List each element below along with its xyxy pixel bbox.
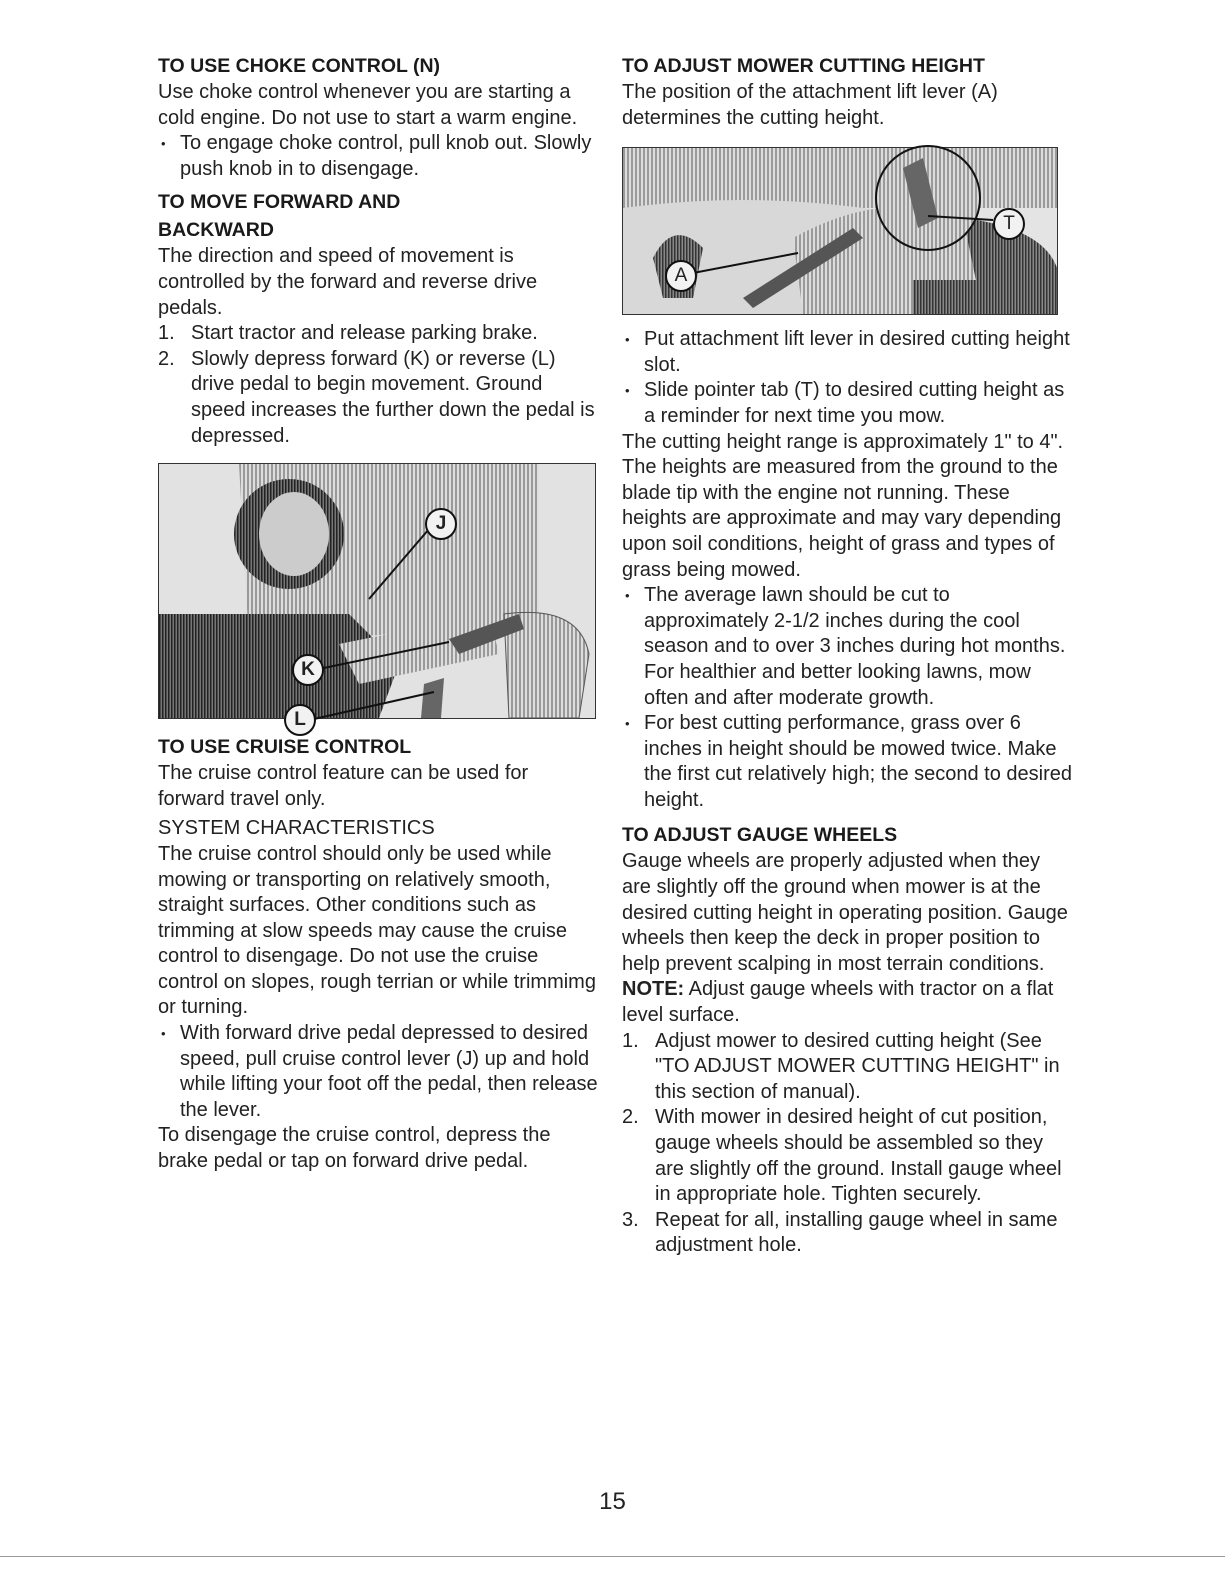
- right-column: [622, 52, 1072, 1259]
- gauge-step-3: [622, 1208, 1072, 1259]
- callout-l: L: [284, 704, 316, 736]
- gauge-step-3-text: Repeat for all, installing gauge wheel in same adjustment hole.: [655, 1208, 1058, 1257]
- bottom-rule: [0, 1556, 1225, 1557]
- page-number: 15: [599, 1488, 626, 1515]
- cruise-bullet: • With forward drive pedal depressed to desired speed, pull cruise control lever (J) up and hold while lifting your foot off the pedal, then release the lever.: [158, 1021, 598, 1123]
- choke-heading: TO USE CHOKE CONTROL (N): [158, 55, 441, 77]
- callout-t: T: [993, 208, 1025, 240]
- choke-paragraph: Use choke control whenever you are starting a cold engine. Do not use to start a warm engine.: [158, 81, 578, 129]
- height-bullet-2: • Slide pointer tab (T) to desired cutting height as a reminder for next time you mow.: [622, 378, 1072, 429]
- cruise-heading: TO USE CRUISE CONTROL: [158, 736, 412, 759]
- height-bullet-4: • For best cutting performance, grass over 6 inches in height should be mowed twice. Make the first cut relatively high; the second to desired height.: [622, 711, 1072, 813]
- gauge-step-3-number: 3.: [622, 1208, 639, 1231]
- system-paragraph: The cruise control should only be used while mowing or transporting on relatively smooth, straight surfaces. Other conditions such as trimming at slow speeds may cause the cruise control to disengage. Do not use the cruise control on slopes, rough terrian or while trimmimg or turning.: [158, 842, 596, 1019]
- tractor-pedals-illustration: [159, 464, 595, 718]
- gauge-step-1-text: Adjust mower to desired cutting height (See "TO ADJUST MOWER CUTTING HEIGHT" in this section of manual).: [655, 1029, 1060, 1103]
- gauge-step-2-number: 2.: [622, 1106, 639, 1129]
- height-heading: TO ADJUST MOWER CUTTING HEIGHT: [622, 55, 985, 77]
- gauge-paragraph: Gauge wheels are properly adjusted when they are slightly off the ground when mower is at the desired cutting height in operating position. Gauge wheels then keep the deck in proper position to help prevent scalping in most terrain conditions.: [622, 850, 1068, 975]
- cruise-paragraph: The cruise control feature can be used for forward travel only.: [158, 762, 529, 810]
- height-bullet-3: • The average lawn should be cut to approximately 2-1/2 inches during the cool season and to over 3 inches during hot months. For healthier and better looking lawns, mow often and after moderate growth.: [622, 583, 1072, 711]
- gauge-step-2-text: With mower in desired height of cut position, gauge wheels should be assembled so they are slightly off the ground. Install gauge wheel in appropriate hole. Tighten securely.: [655, 1106, 1062, 1206]
- callout-a: A: [665, 260, 697, 292]
- move-step-1-text: Start tractor and release parking brake.: [191, 322, 538, 345]
- height-bullet-1: • Put attachment lift lever in desired cutting height slot.: [622, 327, 1072, 378]
- left-column: [158, 52, 598, 1175]
- move-step-2-text: Slowly depress forward (K) or reverse (L) drive pedal to begin movement. Ground speed increases the further down the pedal is depressed.: [191, 347, 595, 447]
- move-paragraph: The direction and speed of movement is controlled by the forward and reverse drive pedals.: [158, 245, 538, 319]
- move-step-1: 1. Start tractor and release parking brake.: [158, 322, 538, 345]
- gauge-step-1: [622, 1029, 1072, 1106]
- callout-j: J: [425, 508, 457, 540]
- gauge-step-2: [622, 1105, 1072, 1207]
- cruise-lever-figure: [158, 463, 596, 731]
- lift-lever-figure: [622, 147, 1058, 315]
- range-paragraph: The cutting height range is approximately 1" to 4". The heights are measured from the ground to the blade tip with the engine not running. These heights are approximate and may vary depending upon soil conditions, height of grass and types of grass being mowed.: [622, 430, 1064, 581]
- height-paragraph: The position of the attachment lift lever (A) determines the cutting height.: [622, 81, 998, 129]
- callout-k: K: [292, 654, 324, 686]
- note-paragraph: [622, 977, 1072, 1028]
- move-heading-line2: BACKWARD: [158, 219, 274, 242]
- choke-bullet: • To engage choke control, pull knob out. Slowly push knob in to disengage.: [158, 131, 598, 182]
- note-label: NOTE:: [622, 978, 685, 1001]
- system-heading: SYSTEM CHARACTERISTICS: [158, 817, 435, 840]
- gauge-heading: TO ADJUST GAUGE WHEELS: [622, 824, 898, 847]
- move-step-2: 2. Slowly depress forward (K) or reverse (L) drive pedal to begin movement. Ground speed increases the further down the pedal is depressed.: [158, 347, 595, 447]
- move-heading-line1: TO MOVE FORWARD AND: [158, 191, 401, 214]
- disengage-paragraph: To disengage the cruise control, depress the brake pedal or tap on forward drive pedal.: [158, 1124, 551, 1173]
- gauge-step-1-number: 1.: [622, 1029, 639, 1052]
- note-text: Adjust gauge wheels with tractor on a flat level surface.: [622, 978, 1054, 1027]
